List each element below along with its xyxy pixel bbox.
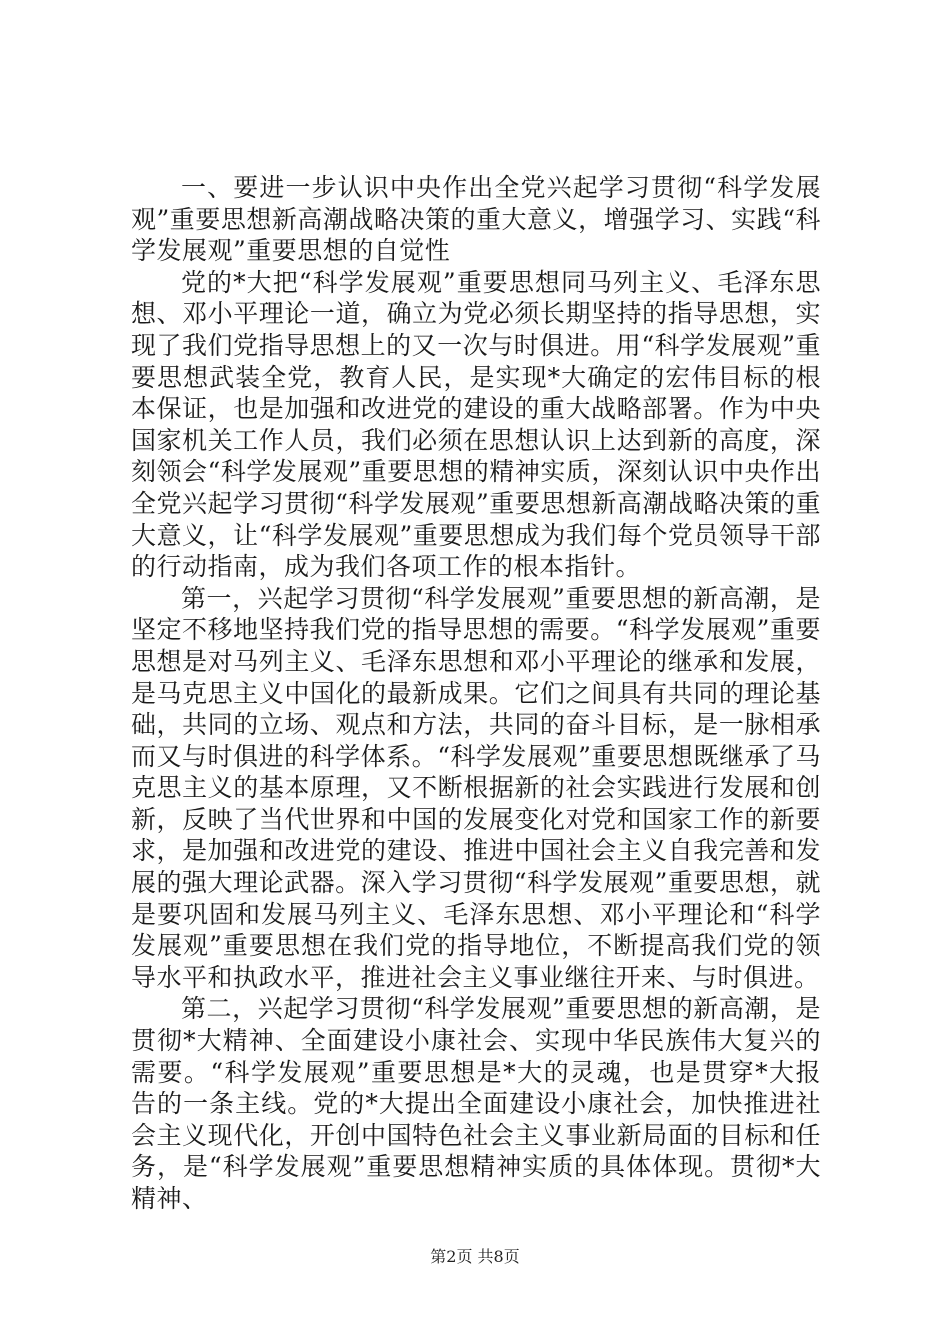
body-paragraph: 第二，兴起学习贯彻“科学发展观”重要思想的新高潮，是贯彻*大精神、全面建设小康社会、实现中华民族伟大复兴的需要。“科学发展观”重要思想是*大的灵魂，也是贯穿*大报告的一条主线。党的*大提出全面建设小康社会，加快推进社会主义现代化，开创中国特色社会主义事业新局面的目标和任务，是“科学发展观”重要思想精神实质的具体体现。贯彻*大精神、 — [131, 994, 821, 1213]
section-heading: 一、要进一步认识中央作出全党兴起学习贯彻“科学发展观”重要思想新高潮战略决策的重大意义，增强学习、实践“科学发展观”重要思想的自觉性 — [131, 173, 821, 266]
body-paragraph: 第一，兴起学习贯彻“科学发展观”重要思想的新高潮，是坚定不移地坚持我们党的指导思想的需要。“科学发展观”重要思想是对马列主义、毛泽东思想和邓小平理论的继承和发展，是马克思主义中国化的最新成果。它们之间具有共同的理论基础，共同的立场、观点和方法，共同的奋斗目标，是一脉相承而又与时俱进的科学体系。“科学发展观”重要思想既继承了马克思主义的基本原理，又不断根据新的社会实践进行发展和创新，反映了当代世界和中国的发展变化对党和国家工作的新要求，是加强和改进党的建设、推进中国社会主义自我完善和发展的强大理论武器。深入学习贯彻“科学发展观”重要思想，就是要巩固和发展马列主义、毛泽东思想、邓小平理论和“科学发展观”重要思想在我们党的指导地位，不断提高我们党的领导水平和执政水平，推进社会主义事业继往开来、与时俱进。 — [131, 583, 821, 992]
document-body — [131, 172, 821, 1215]
body-paragraph: 党的*大把“科学发展观”重要思想同马列主义、毛泽东思想、邓小平理论一道，确立为党必须长期坚持的指导思想，实现了我们党指导思想上的又一次与时俱进。用“科学发展观”重要思想武装全党，教育人民，是实现*大确定的宏伟目标的根本保证，也是加强和改进党的建设的重大战略部署。作为中央国家机关工作人员，我们必须在思想认识上达到新的高度，深刻领会“科学发展观”重要思想的精神实质，深刻认识中央作出全党兴起学习贯彻“科学发展观”重要思想新高潮战略决策的重大意义，让“科学发展观”重要思想成为我们每个党员领导干部的行动指南，成为我们各项工作的根本指针。 — [131, 267, 821, 582]
page-number-footer: 第2页 共8页 — [430, 1247, 520, 1266]
